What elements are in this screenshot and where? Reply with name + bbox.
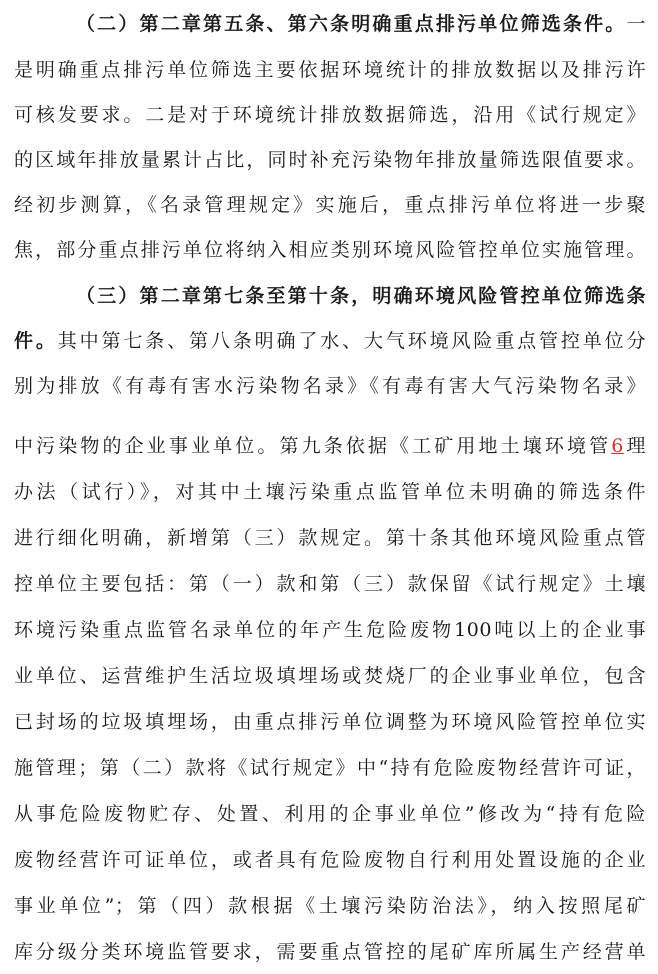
section-heading: （二）第二章第五条、第六条明确重点排污单位筛选条件。 [76,13,627,35]
text-line: 库分级分类环境监管要求，需要重点管控的尾矿库所属生产经营单 [14,941,646,963]
heading-tail: 一 [626,13,646,35]
text-line: 环境污染重点监管名录单位的年产生危险废物100吨以上的企业事 [14,619,646,641]
text-line [14,319,646,363]
text-line: 从事危险废物贮存、处置、利用的企事业单位”修改为“持有危险 [14,803,646,825]
text-line: 事业单位”；第（四）款根据《土壤污染防治法》，纳入按照尾矿 [14,895,646,917]
text-line: 办法（试行）》，对其中土壤污染重点监管单位未明确的筛选条件 [14,481,646,503]
text-span: 其中第七条、第八条明确了水、大气环境风险重点管控单位分 [57,330,646,352]
heading-line [76,2,646,46]
text-span: 理 [623,435,646,457]
text-span: 中污染物的企业事业单位。第九条依据《工矿用地土壤环境管 [14,435,612,457]
text-line: 控单位主要包括：第（一）款和第（三）款保留《试行规定》土壤 [14,573,646,595]
text-line: 经初步测算，《名录管理规定》实施后，重点排污单位将进一步聚 [14,194,646,216]
text-line: 施管理；第（二）款将《试行规定》中“持有危险废物经营许可证， [14,757,646,779]
text-line: 可核发要求。二是对于环境统计排放数据筛选，沿用《试行规定》 [14,104,646,126]
text-line: 废物经营许可证单位，或者具有危险废物自行利用处置设施的企业 [14,849,646,871]
text-line: 业单位、运营维护生活垃圾填埋场或焚烧厂的企业事业单位，包含 [14,665,646,687]
text-line: 别为排放《有毒有害水污染物名录》《有毒有害大气污染物名录》 [14,375,646,397]
text-line: 的区域年排放量累计占比，同时补充污染物年排放量筛选限值要求。 [14,149,646,171]
heading-continuation: 件。 [14,330,58,352]
text-line: 焦，部分重点排污单位将纳入相应类别环境风险管控单位实施管理。 [14,239,646,261]
page-number: 6 [611,435,624,457]
text-line: 进行细化明确，新增第（三）款规定。第十条其他环境风险重点管 [14,527,646,549]
section-heading: （三）第二章第七条至第十条，明确环境风险管控单位筛选条 [76,285,646,307]
text-line: 已封场的垃圾填埋场，由重点排污单位调整为环境风险管控单位实 [14,711,646,733]
text-line [14,424,646,468]
text-line: 是明确重点排污单位筛选主要依据环境统计的排放数据以及排污许 [14,59,646,81]
